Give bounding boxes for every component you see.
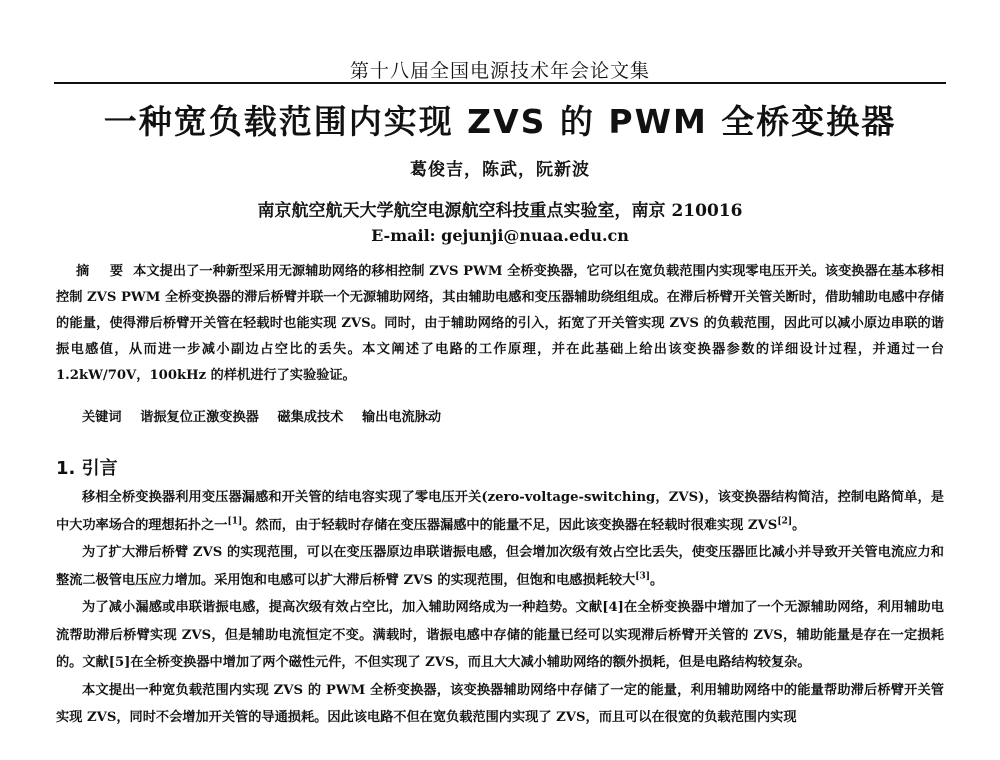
author-list: 葛俊吉，陈武，阮新波 (410, 160, 590, 180)
abstract (56, 259, 944, 389)
paragraph-text: 。 (792, 517, 806, 533)
keywords-label: 关键词 (82, 410, 122, 425)
paragraph: 本文提出一种宽负载范围内实现 ZVS 的 PWM 全桥变换器，该变换器辅助网络中存储了一定的能量，利用辅助网络中的能量帮助滞后桥臂开关管实现 ZVS，同时不会增加开关管的导通损耗。因此该电路不但在宽负载范围内实现了 ZVS，而且可以在很宽的负载范围内实现 (56, 682, 944, 725)
paragraph-text: 。 (650, 572, 664, 588)
paragraph-text: 。然而，由于轻载时存储在变压器漏感中的能量不足，因此该变换器在轻载时很难实现 ZVS (242, 517, 778, 533)
header-rule (54, 82, 946, 84)
citation: [3] (635, 571, 651, 582)
keyword-item: 磁集成技术 (277, 410, 344, 425)
paragraph (56, 484, 944, 539)
abstract-label: 摘 要 (76, 264, 132, 279)
body-text (56, 484, 944, 732)
affiliation: 南京航空航天大学航空电源航空科技重点实验室，南京 210016 (257, 201, 743, 221)
keyword-item: 谐振复位正激变换器 (140, 410, 259, 425)
section-title: 引言 (81, 458, 118, 479)
section-number: 1. (56, 458, 76, 479)
abstract-text: 本文提出了一种新型采用无源辅助网络的移相控制 ZVS PWM 全桥变换器，它可以在宽负载范围内实现零电压开关。该变换器在基本移相控制 ZVS PWM 全桥变换器的滞后桥臂并联一个无源辅助网络，其由辅助电感和变压器辅助绕组组成。在滞后桥臂开关管关断时，借助辅助电感中存储的能量，使得滞后桥臂开关管在轻载时也能实现 ZVS。同时，由于辅助网络的引入，拓宽了开关管实现 ZVS 的负载范围，因此可以减小原边串联的谐振电感值，从而进一步减小副边占空比的丢失。本文阐述了电路的工作原理，并在此基础上给出该变换器参数的详细设计过程，并通过一台 1.2kW/70V，100kHz 的样机进行了实验验证。 (56, 264, 945, 383)
section-heading (56, 454, 118, 480)
paragraph-text: 为了扩大滞后桥臂 ZVS 的实现范围，可以在变压器原边串联谐振电感，但会增加次级有效占空比丢失，使变压器匝比减小并导致开关管电流应力和整流二极管电压应力增加。采用饱和电感可以扩大滞后桥臂 ZVS 的实现范围，但饱和电感损耗较大 (56, 545, 944, 588)
citation: [2] (777, 516, 793, 527)
keywords (82, 406, 944, 425)
author-email: E-mail: gejunji@nuaa.edu.cn (371, 226, 629, 245)
paragraph-text: 移相全桥变换器利用变压器漏感和开关管的结电容实现了零电压开关(zero-voltage-switching，ZVS)，该变换器结构简洁，控制电路简单，是中大功率场合的理想拓扑之一 (56, 490, 944, 533)
paper-title: 一种宽负载范围内实现 ZVS 的 PWM 全桥变换器 (103, 102, 897, 141)
running-head: 第十八届全国电源技术年会论文集 (349, 60, 650, 82)
paragraph: 为了减小漏感或串联谐振电感，提高次级有效占空比，加入辅助网络成为一种趋势。文献[4]在全桥变换器中增加了一个无源辅助网络，利用辅助电流帮助滞后桥臂实现 ZVS，但是辅助电流恒定不变。满载时，谐振电感中存储的能量已经可以实现滞后桥臂开关管的 ZVS，辅助能量是存在一定损耗的。文献[5]在全桥变换器中增加了两个磁性元件，不但实现了 ZVS，而且大大减小辅助网络的额外损耗，但是电路结构较复杂。 (56, 600, 944, 670)
citation: [1] (227, 516, 243, 527)
paragraph (56, 539, 944, 594)
keyword-item: 输出电流脉动 (361, 410, 442, 425)
